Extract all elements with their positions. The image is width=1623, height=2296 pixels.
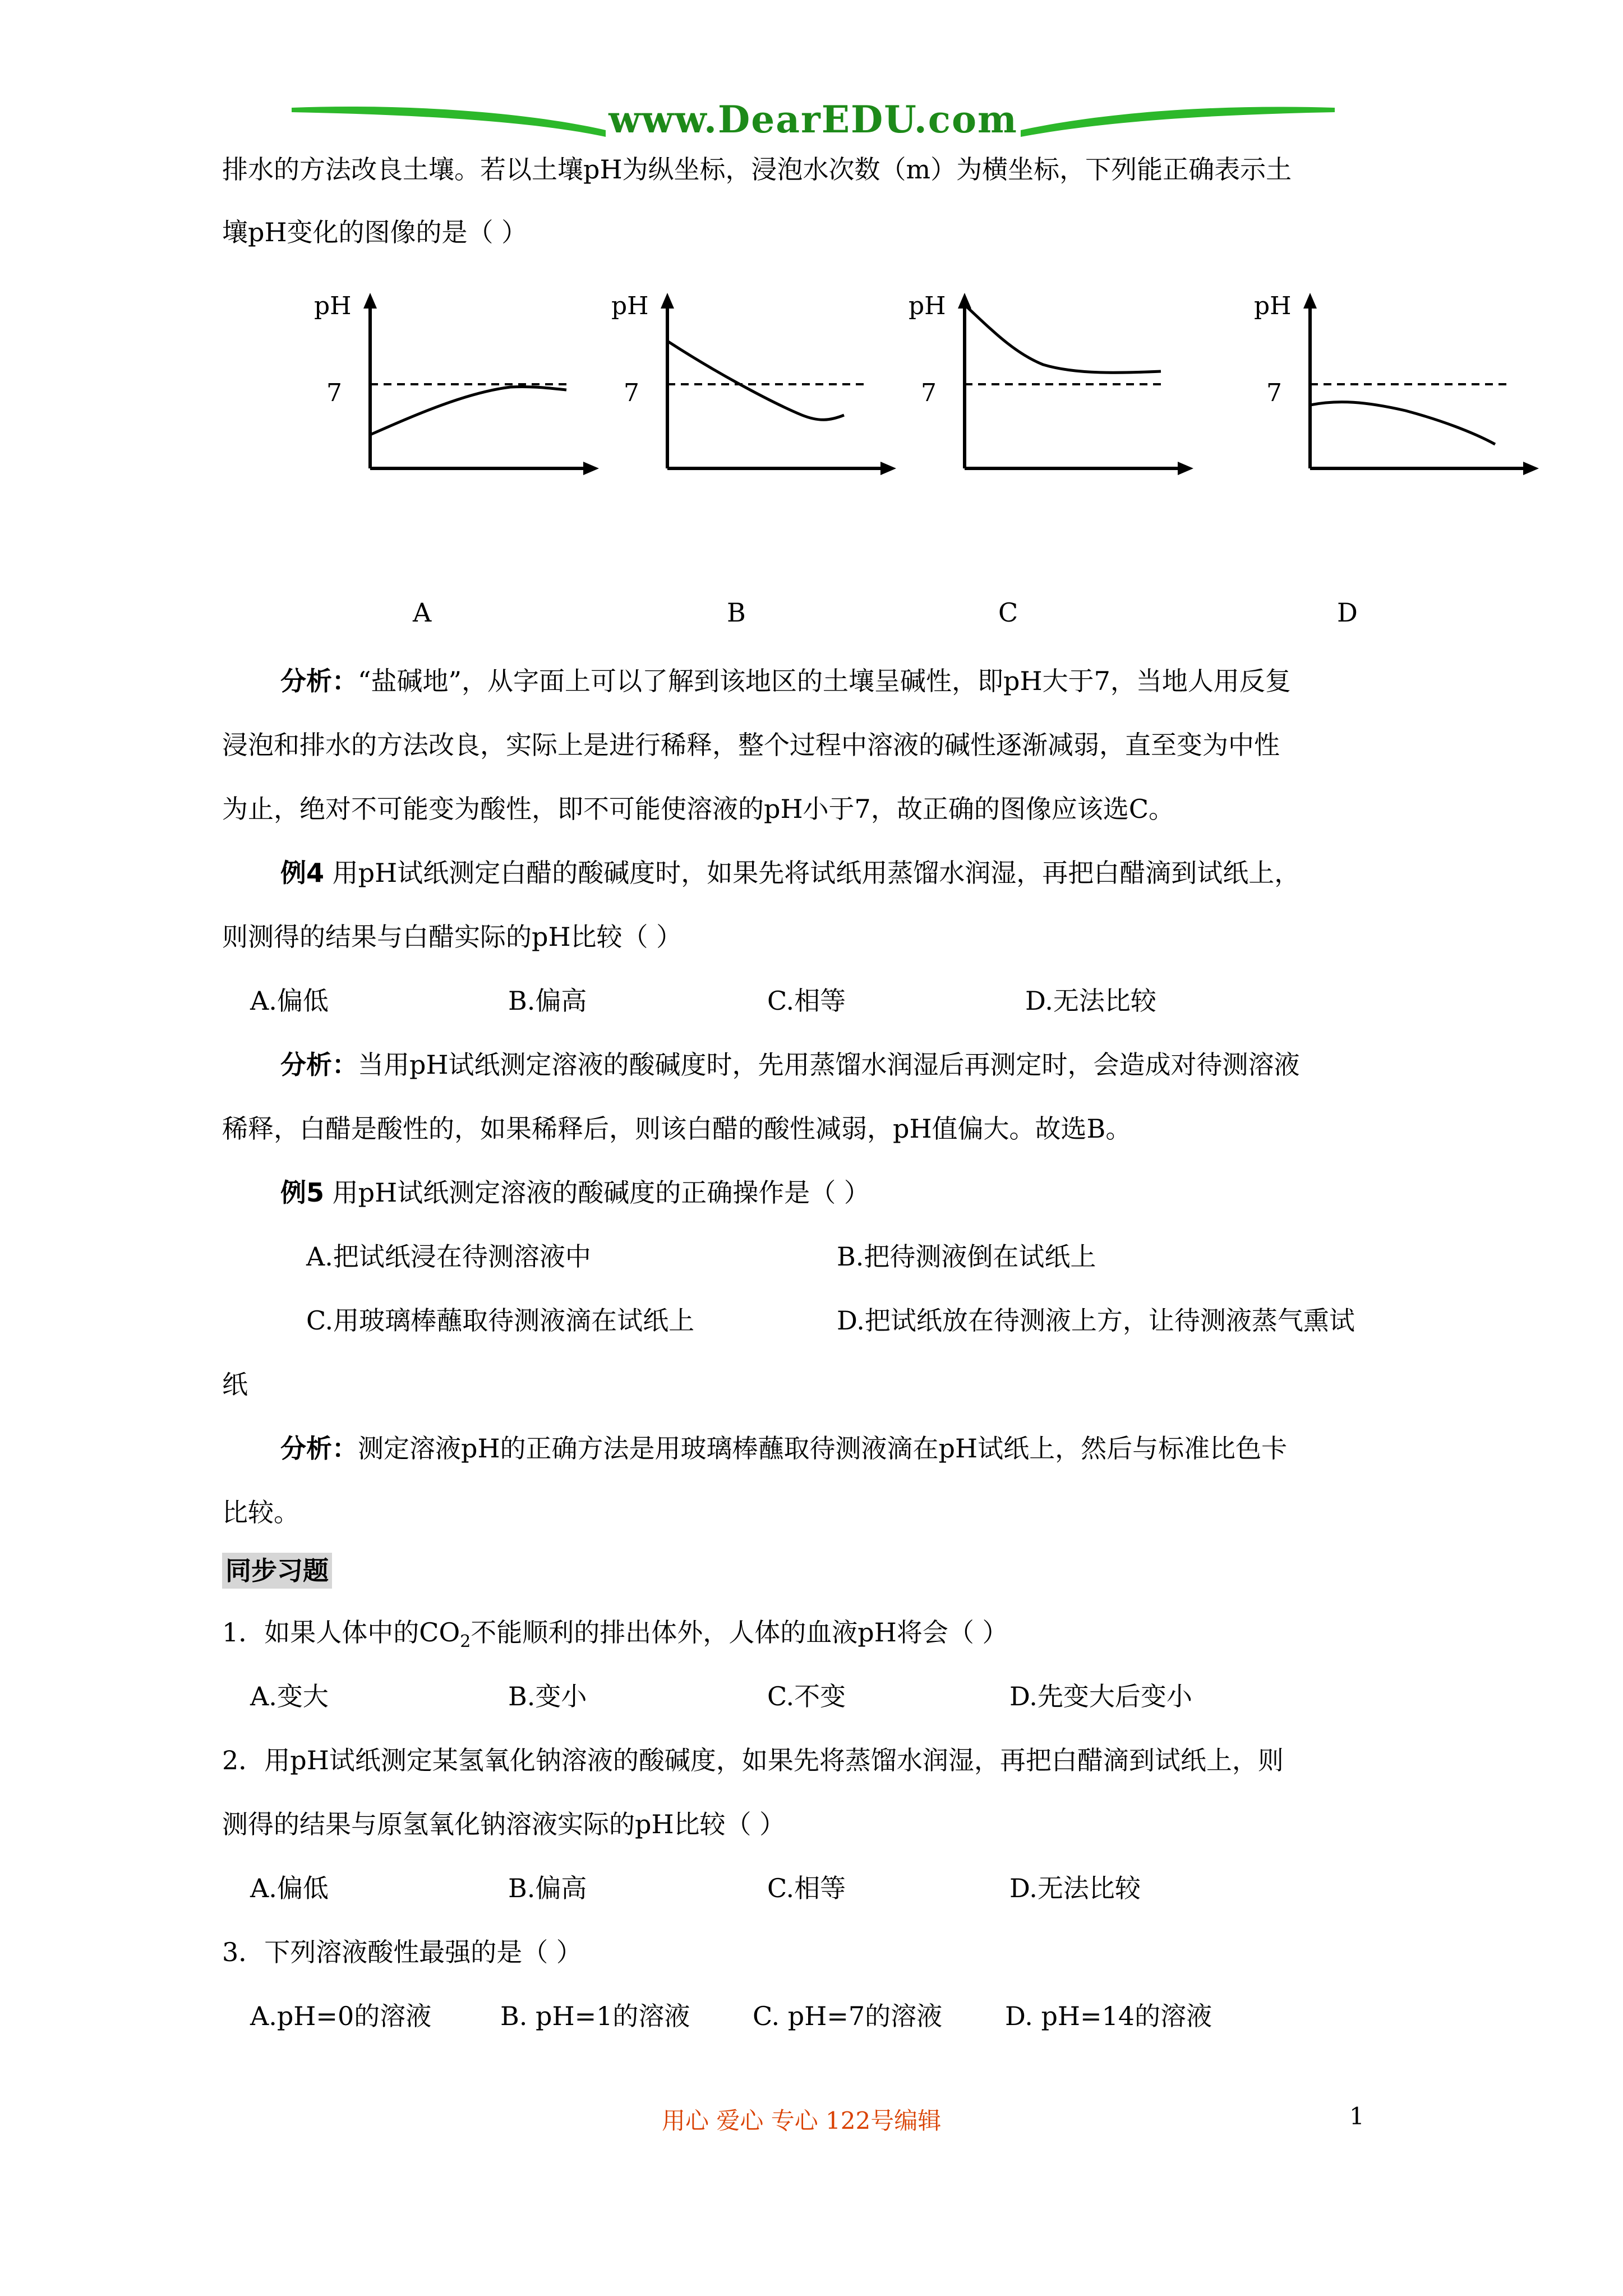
question-3-option-d: D. pH=14的溶液 — [1005, 2001, 1212, 2031]
graph-a-label: A — [413, 597, 432, 628]
question-1-option-a: A.变大 — [250, 1681, 329, 1711]
header-logo — [292, 95, 1335, 157]
example-5-option-b: B.把待测液倒在试纸上 — [837, 1241, 1096, 1272]
graph-b-label: B — [727, 597, 746, 628]
question-2-option-d: D.无法比较 — [1009, 1873, 1141, 1903]
graph-c-plot — [897, 280, 1200, 494]
example-tag: 例4 — [280, 858, 325, 888]
graph-b-ref-label: 7 — [624, 379, 639, 407]
graph-a-ref-label: 7 — [326, 379, 342, 407]
example-5-option-c: C.用玻璃棒蘸取待测液滴在试纸上 — [306, 1305, 695, 1336]
site-name: www.DearEDU.com — [608, 98, 1018, 141]
question-1-option-c: C.不变 — [767, 1681, 846, 1711]
example-4-line-1: 例4 用pH试纸测定白醋的酸碱度时，如果先将试纸用蒸馏水润湿，再把白醋滴到试纸上， — [280, 858, 1301, 888]
graph-d-label: D — [1337, 597, 1358, 628]
graph-d — [1243, 280, 1546, 628]
example-4-line-2: 则测得的结果与白醋实际的pH比较（ ） — [222, 922, 683, 952]
question-1: 1．如果人体中的$CO_2$不能顺利的排出体外，人体的血液pH将会（ ） — [222, 1617, 1008, 1651]
analysis-tag: 分析： — [280, 1433, 358, 1464]
question-1-option-b: B.变小 — [508, 1681, 587, 1711]
graph-c-ref-label: 7 — [921, 379, 937, 407]
question-3-option-c: C. pH=7的溶液 — [753, 2001, 943, 2031]
page-number: 1 — [1349, 2102, 1364, 2130]
graph-d-ylabel: pH — [1254, 292, 1292, 320]
analysis-tag: 分析： — [280, 666, 358, 696]
graph-c — [897, 280, 1200, 628]
question-2-option-a: A.偏低 — [250, 1873, 329, 1903]
graph-a-ylabel: pH — [314, 292, 352, 320]
analysis-1-line-3: 为止，绝对不可能变为酸性，即不可能使溶液的pH小于7，故正确的图像应该选C。 — [222, 794, 1175, 824]
example-5-option-d-continued: 纸 — [222, 1369, 248, 1400]
graph-c-label: C — [998, 597, 1018, 628]
example-4-option-c: C.相等 — [767, 986, 846, 1016]
graph-d-plot — [1243, 280, 1546, 494]
graph-c-ylabel: pH — [909, 292, 946, 320]
subscript: 2 — [460, 1632, 471, 1651]
graph-b — [600, 280, 903, 628]
question-1-option-d: D.先变大后变小 — [1009, 1681, 1192, 1711]
graph-a-plot — [303, 280, 606, 494]
example-5-option-a: A.把试纸浸在待测溶液中 — [306, 1241, 591, 1272]
analysis-1-line-2: 浸泡和排水的方法改良，实际上是进行稀释，整个过程中溶液的碱性逐渐减弱，直至变为中性 — [222, 730, 1280, 760]
graph-b-plot — [600, 280, 903, 494]
graph-d-ref-label: 7 — [1266, 379, 1282, 407]
example-4-option-b: B.偏高 — [508, 986, 587, 1016]
section-title: 同步习题 — [222, 1553, 332, 1589]
question-2-option-c: C.相等 — [767, 1873, 846, 1903]
intro-line-1: 排水的方法改良土壤。若以土壤pH为纵坐标，浸泡水次数（m）为横坐标，下列能正确表示土 — [222, 154, 1292, 185]
footer-text: 用心 爱心 专心 122号编辑 — [662, 2107, 942, 2134]
question-3-option-b: B. pH=1的溶液 — [500, 2001, 690, 2031]
question-2-line-2: 测得的结果与原氢氧化钠溶液实际的pH比较（ ） — [222, 1809, 786, 1839]
analysis-2-line-1: 分析：当用pH试纸测定溶液的酸碱度时，先用蒸馏水润湿后再测定时，会造成对待测溶液 — [280, 1050, 1300, 1080]
analysis-tag: 分析： — [280, 1050, 358, 1080]
analysis-3-line-1: 分析：测定溶液pH的正确方法是用玻璃棒蘸取待测液滴在pH试纸上，然后与标准比色卡 — [280, 1433, 1288, 1464]
example-4-option-a: A.偏低 — [250, 986, 329, 1016]
question-2-option-b: B.偏高 — [508, 1873, 587, 1903]
graph-b-ylabel: pH — [611, 292, 649, 320]
question-2-line-1: 2．用pH试纸测定某氢氧化钠溶液的酸碱度，如果先将蒸馏水润湿，再把白醋滴到试纸上，则 — [222, 1745, 1284, 1775]
example-5-option-d: D.把试纸放在待测液上方，让待测液蒸气熏试 — [837, 1305, 1355, 1336]
analysis-2-line-2: 稀释，白醋是酸性的，如果稀释后，则该白醋的酸性减弱，pH值偏大。故选B。 — [222, 1114, 1132, 1144]
question-3-option-a: A.pH=0的溶液 — [250, 2001, 432, 2031]
analysis-1-line-1: 分析：“盐碱地”，从字面上可以了解到该地区的土壤呈碱性，即pH大于7，当地人用反复 — [280, 666, 1291, 696]
example-tag: 例5 — [280, 1177, 325, 1208]
example-4-option-d: D.无法比较 — [1025, 986, 1156, 1016]
intro-line-2: 壤pH变化的图像的是（ ） — [222, 217, 528, 247]
question-3: 3．下列溶液酸性最强的是（ ） — [222, 1937, 582, 1967]
graph-a — [303, 280, 606, 628]
example-5-line-1: 例5 用pH试纸测定溶液的酸碱度的正确操作是（ ） — [280, 1177, 870, 1208]
analysis-3-line-2: 比较。 — [222, 1497, 299, 1527]
